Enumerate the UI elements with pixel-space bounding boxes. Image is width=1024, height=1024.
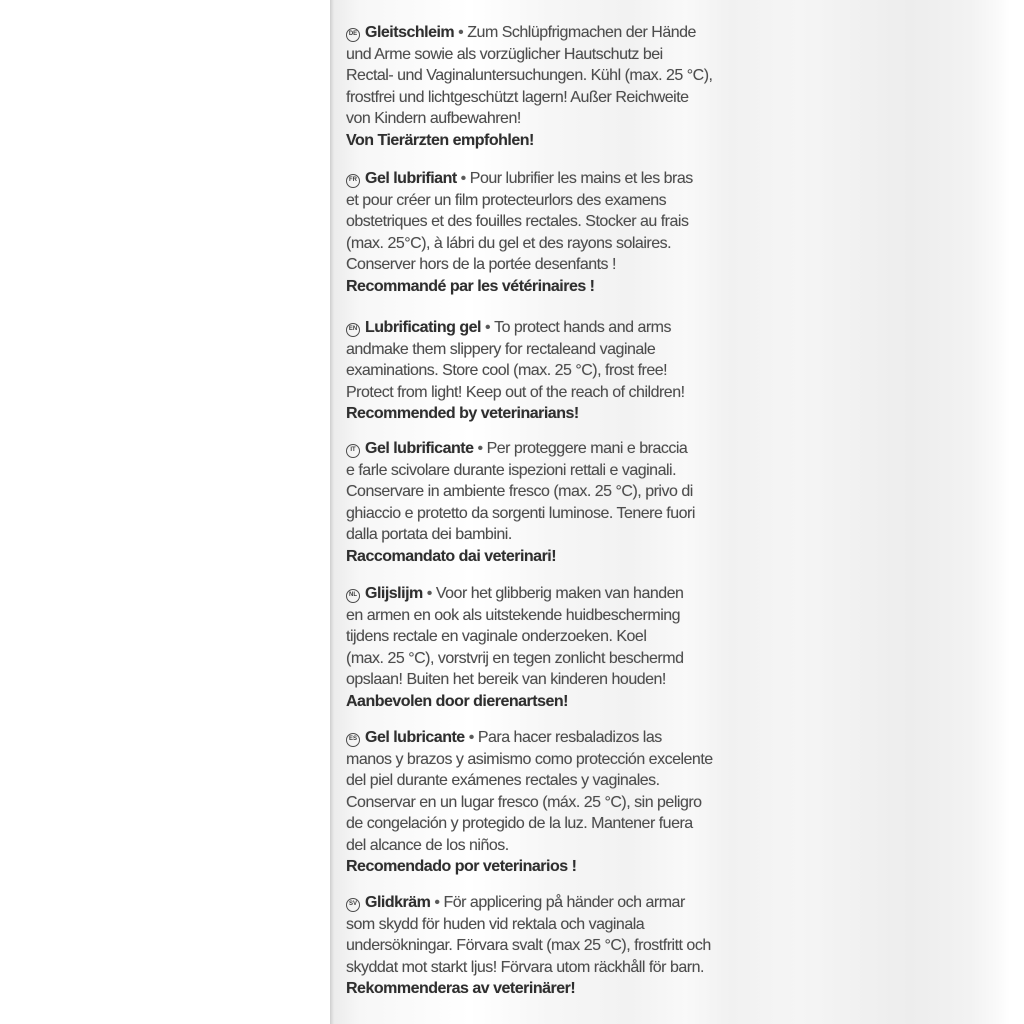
label-text: Per proteggere mani e braccia xyxy=(486,440,688,457)
label-text: För applicering på händer och armar xyxy=(443,894,685,911)
label-line xyxy=(346,168,710,190)
label-line: ghiaccio e protetto da sorgenti luminose. Tenere fuori xyxy=(346,504,695,522)
recommendation-line-it: Raccomandato dai veterinari! xyxy=(346,547,557,565)
label-line: (max. 25 °C), vorstvrij en tegen zonlicht beschermd xyxy=(346,649,684,667)
recommendation-line-sv: Rekommenderas av veterinärer! xyxy=(346,980,576,997)
label-line: del alcance de los niños. xyxy=(346,836,509,854)
bullet-separator: • xyxy=(468,729,474,746)
product-name-it: Gel lubrificante xyxy=(365,440,474,457)
label-line xyxy=(346,892,710,914)
label-section-nl xyxy=(346,583,710,712)
label-line: del piel durante exámenes rectales y vaginales. xyxy=(346,772,660,789)
label-line: som skydd för huden vid rektala och vaginala xyxy=(346,915,645,933)
label-line: andmake them slippery for rectaleand vaginale xyxy=(346,340,656,358)
bullet-separator: • xyxy=(460,170,466,187)
bullet-separator: • xyxy=(477,440,483,457)
label-line: en armen en ook als uitstekende huidbescherming xyxy=(346,606,681,624)
label-line: Conservare in ambiente fresco (max. 25 °C), privo di xyxy=(346,483,693,500)
label-line: von Kindern aufbewahren! xyxy=(346,110,521,127)
lang-badge-de-icon: DE xyxy=(346,28,360,42)
product-name-sv: Glidkräm xyxy=(365,894,431,911)
label-section-sv xyxy=(346,892,710,1000)
label-line xyxy=(346,317,710,339)
recommendation-line-fr: Recommandé par les vétérinaires ! xyxy=(346,277,595,295)
product-name-nl: Glijslijm xyxy=(365,585,423,602)
label-section-es xyxy=(346,727,713,878)
recommendation-line-de: Von Tierärzten empfohlen! xyxy=(346,131,534,149)
label-line xyxy=(346,583,710,605)
lang-badge-sv-icon: SV xyxy=(346,898,360,912)
label-line: Conserver hors de la portée desenfants ! xyxy=(346,256,616,273)
product-name-fr: Gel lubrifiant xyxy=(365,170,457,187)
label-line xyxy=(346,727,710,749)
label-line xyxy=(346,22,710,44)
label-text: Zum Schlüpfrigmachen der Hände xyxy=(467,24,696,41)
lang-badge-it-icon: IT xyxy=(346,444,360,458)
label-text: Para hacer resbaladizos las xyxy=(477,729,662,746)
product-name-es: Gel lubricante xyxy=(365,729,465,746)
bullet-separator: • xyxy=(426,585,432,602)
recommendation-line-nl: Aanbevolen door dierenartsen! xyxy=(346,692,568,710)
lang-badge-es-icon: ES xyxy=(346,733,360,747)
label-text: To protect hands and arms xyxy=(494,319,671,336)
lang-badge-nl-icon: NL xyxy=(346,589,360,603)
label-line: Protect from light! Keep out of the reach of children! xyxy=(346,383,685,401)
label-line: tijdens rectale en vaginale onderzoeken. Koel xyxy=(346,628,647,645)
label-text: Pour lubrifier les mains et les bras xyxy=(469,170,693,187)
label-line: e farle scivolare durante ispezioni rettali e vaginali. xyxy=(346,461,677,479)
label-line: skyddat mot starkt ljus! Förvara utom räckhåll för barn. xyxy=(346,958,704,976)
product-name-de: Gleitschleim xyxy=(365,24,455,41)
label-section-en xyxy=(346,317,710,425)
product-name-en: Lubrificating gel xyxy=(365,319,481,336)
bullet-separator: • xyxy=(434,894,440,911)
label-line: (max. 25°C), à lábri du gel et des rayons solaires. xyxy=(346,234,672,252)
label-line: manos y brazos y asimismo como protección excelente xyxy=(346,750,713,768)
label-section-de xyxy=(346,22,713,151)
label-line: de congelación y protegido de la luz. Mantener fuera xyxy=(346,815,693,832)
label-line: et pour créer un film protecteurlors des examens xyxy=(346,191,667,209)
recommendation-line-en: Recommended by veterinarians! xyxy=(346,405,579,422)
label-line: opslaan! Buiten het bereik van kinderen houden! xyxy=(346,671,666,688)
bullet-separator: • xyxy=(484,319,491,336)
label-line: obstetriques et des fouilles rectales. Stocker au frais xyxy=(346,213,689,230)
label-line: dalla portata dei bambini. xyxy=(346,526,512,543)
label-line: examinations. Store cool (max. 25 °C), frost free! xyxy=(346,362,668,379)
label-line: Conservar en un lugar fresco (máx. 25 °C), sin peligro xyxy=(346,793,702,811)
label-line: frostfrei und lichtgeschützt lagern! Außer Reichweite xyxy=(346,88,689,106)
label-text: Voor het glibberig maken van handen xyxy=(435,585,684,602)
recommendation-line-es: Recomendado por veterinarios ! xyxy=(346,858,577,875)
label-section-fr xyxy=(346,168,710,297)
bullet-separator: • xyxy=(458,24,464,41)
label-line xyxy=(346,438,710,460)
label-section-it xyxy=(346,438,710,567)
lang-badge-en-icon: EN xyxy=(346,323,360,337)
label-line: und Arme sowie als vorzüglicher Hautschutz bei xyxy=(346,45,663,63)
label-line: undersökningar. Förvara svalt (max 25 °C), frostfritt och xyxy=(346,937,711,954)
label-line: Rectal- und Vaginaluntersuchungen. Kühl (max. 25 °C), xyxy=(346,67,713,84)
lang-badge-fr-icon: FR xyxy=(346,174,360,188)
